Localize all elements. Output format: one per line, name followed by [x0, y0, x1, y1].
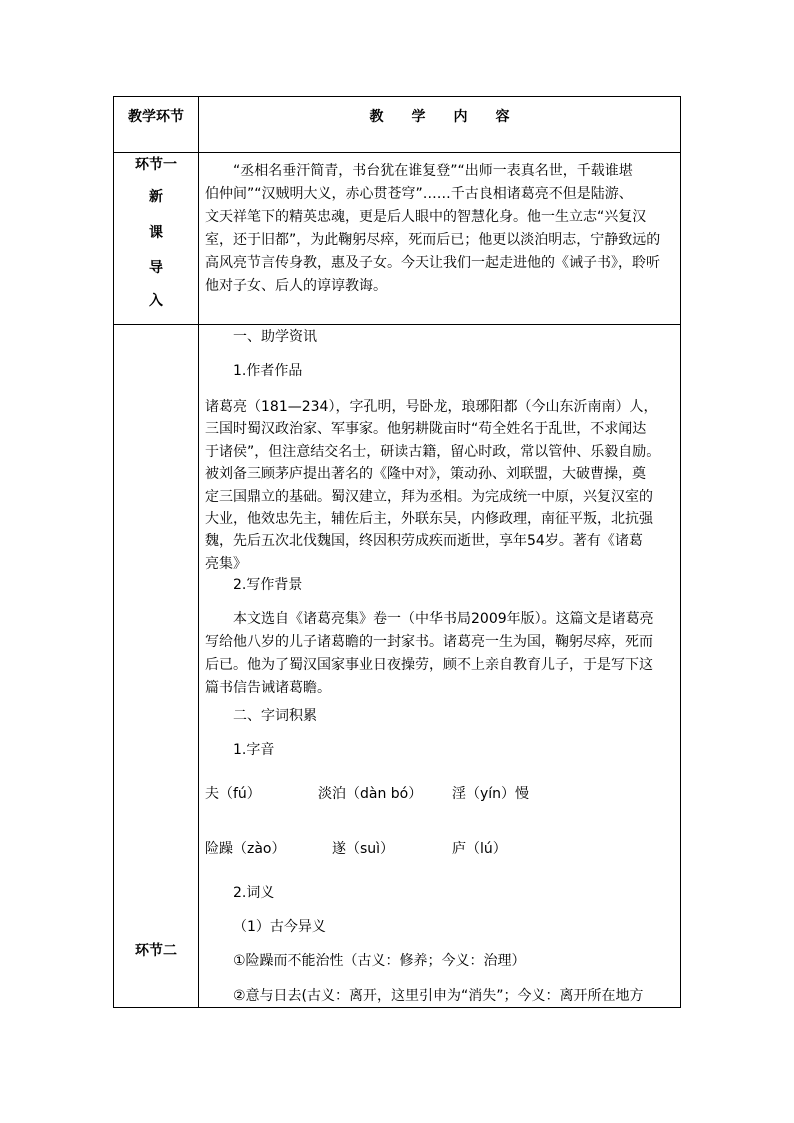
header-teaching-stage: 教学环节	[128, 109, 184, 125]
meaning-item-2: ②意与日去(古义：离开，这里引申为“消失”；今义：离开所在地方	[233, 988, 644, 1004]
intro-line: 高风亮节言传身教，惠及子女。今天让我们一起走进他的《诫子书》，聆听	[205, 255, 660, 271]
intro-line: 伯仲间”“汉贼明大义，赤心贯苍穹”……千古良相诸葛亮不但是陆游、	[205, 186, 633, 202]
subheading-ancient-modern: （1）古今异义	[233, 919, 326, 935]
intro-line: 他对子女、后人的谆谆教诲。	[205, 278, 387, 294]
section1-label-line4: 导	[149, 260, 163, 276]
background-paragraph	[205, 608, 654, 700]
table-right-border	[680, 96, 681, 1008]
background-line: 后已。他为了蜀汉国家事业日夜操劳，顾不上亲自教育儿子，于是写下这	[205, 657, 653, 673]
author-line: 于诸侯”，但注意结交名士，研读古籍，留心时政，常以管仲、乐毅自励。	[205, 443, 661, 460]
pronunciation-item: 遂（suì）	[332, 841, 395, 857]
section1-label-line5: 入	[149, 293, 163, 309]
heading-vocabulary: 二、字词积累	[233, 708, 317, 724]
section1-label-line3: 课	[149, 225, 163, 241]
background-line: 写给他八岁的儿子诸葛瞻的一封家书。诸葛亮一生为国，鞠躬尽瘁，死而	[205, 634, 653, 650]
author-line: 魏，先后五次北伐魏国，终因积劳成疾而逝世，享年54岁。著有《诸葛	[205, 533, 643, 550]
subheading-writing-background: 2.写作背景	[233, 577, 303, 593]
background-line: 本文选自《诸葛亮集》卷一（中华书局2009年版）。这篇文是诸葛亮	[233, 611, 654, 627]
pronunciation-item: 淡泊（dàn bó）	[318, 786, 423, 802]
heading-study-info: 一、助学资讯	[233, 329, 317, 345]
author-line: 定三国鼎立的基础。蜀汉建立，拜为丞相。为完成统一中原，兴复汉室的	[205, 488, 653, 505]
author-line: 诸葛亮（181—234），字孔明，号卧龙，琅琊阳都（今山东沂南南）人，	[205, 399, 658, 415]
intro-line: 室，还于旧都”，为此鞠躬尽瘁，死而后已；他更以淡泊明志，宁静致远的	[205, 232, 661, 248]
section1-intro-paragraph	[205, 160, 660, 298]
author-line: 大业，他效忠先主，辅佐后主，外联东吴，内修政理，南征平叛，北抗强	[205, 511, 653, 528]
pronunciation-item: 庐（lú）	[452, 841, 507, 857]
background-line: 篇书信告诫诸葛瞻。	[205, 680, 331, 696]
author-paragraph	[205, 396, 660, 575]
intro-line: “丞相名垂汗简青，书台犹在谁复登”“出师一表真名世，千载谁堪	[233, 163, 633, 179]
section2-label: 环节二	[135, 943, 177, 959]
section1-label-line2: 新	[149, 189, 163, 205]
author-line: 被刘备三顾茅庐提出著名的《隆中对》，策动孙、刘联盟，大破曹操，奠	[205, 466, 646, 483]
section1-label-line1: 环节一	[135, 157, 177, 173]
header-teaching-content: 教 学 内 容	[369, 109, 510, 125]
pronunciation-item: 夫（fú）	[205, 786, 261, 802]
pronunciation-item: 险躁（zào）	[205, 841, 286, 857]
pronunciation-item: 淫（yín）慢	[452, 786, 530, 802]
meaning-item-1: ①险躁而不能治性（古义：修养；今义：治理）	[233, 953, 526, 969]
intro-line: 文天祥笔下的精英忠魂，更是后人眼中的智慧化身。他一生立志“兴复汉	[205, 209, 647, 225]
subheading-word-meaning: 2.词义	[233, 885, 275, 901]
subheading-pronunciation: 1.字音	[233, 742, 275, 758]
column-divider	[198, 96, 199, 1008]
subheading-author-works: 1.作者作品	[233, 363, 303, 379]
author-line: 亮集》	[205, 555, 247, 572]
author-line: 三国时蜀汉政治家、军事家。他躬耕陇亩时“苟全姓名于乱世，不求闻达	[205, 421, 647, 438]
